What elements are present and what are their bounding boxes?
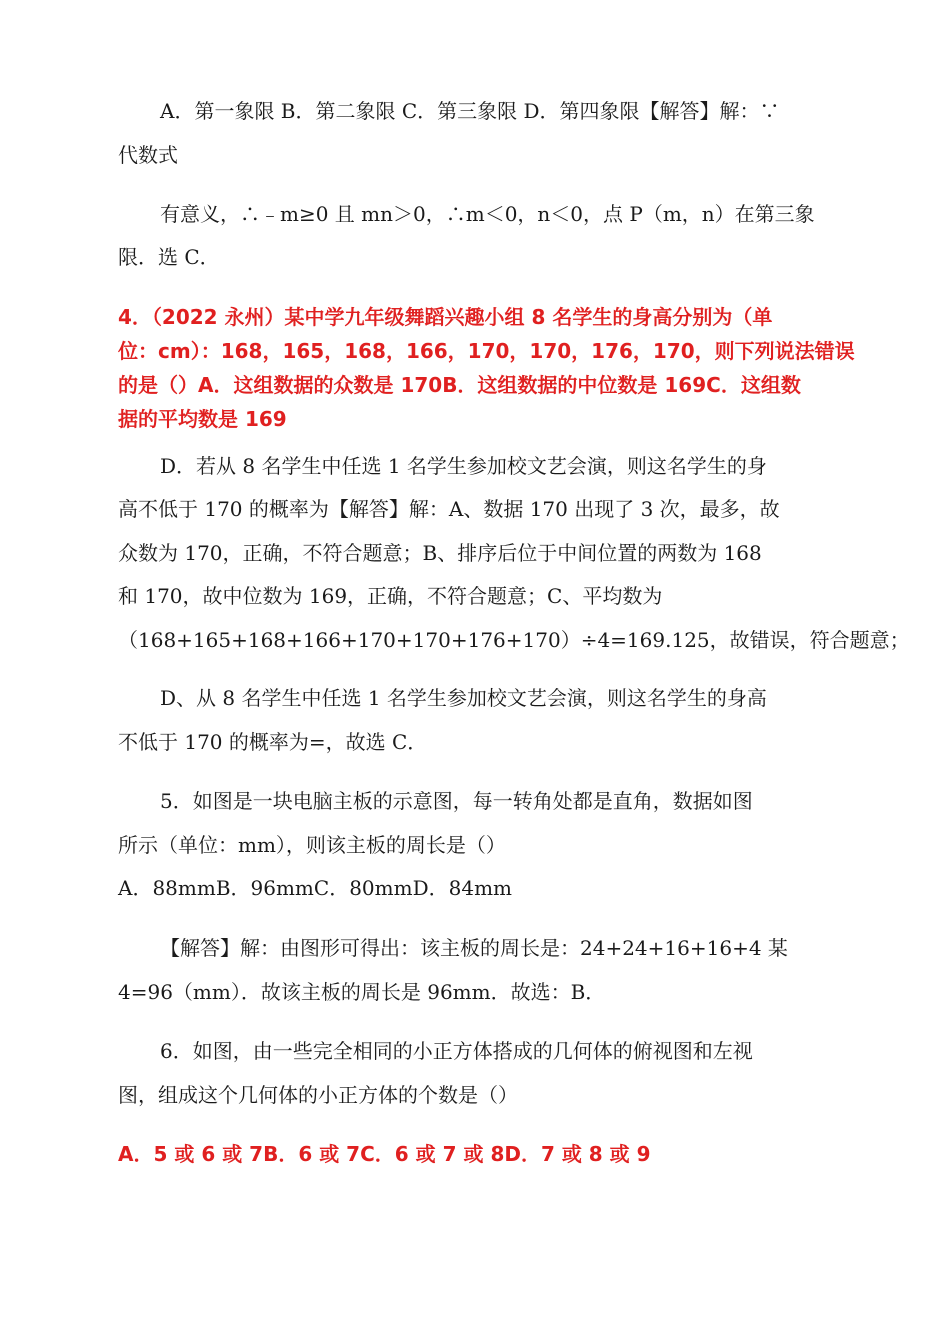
q3-options: A．第一象限 B．第二象限 C．第三象限 D．第四象限【解答】解：∵ [160,99,780,123]
q5-options: A．88mmB．96mmC．80mmD．84mm [118,876,512,900]
q4-solution-line: （168+165+168+166+170+170+176+170）÷4=169.125，故错误，符合题意； [118,628,910,652]
q5-answer-line: 4=96（mm）．故该主板的周长是 96mm．故选：B． [118,980,606,1004]
q6-question-line: 6．如图，由一些完全相同的小正方体搭成的几何体的俯视图和左视 [160,1039,753,1063]
q6-question-line: 图，组成这个几何体的小正方体的个数是（） [118,1083,518,1107]
q5-answer-line: 【解答】解：由图形可得出：该主板的周长是：24+24+16+16+4 某 [160,936,788,960]
q4-solution-line: 众数为 170，正确，不符合题意；B、排序后位于中间位置的两数为 168 [118,541,762,565]
q4-title-line: 据的平均数是 169 [118,407,287,431]
q4-title-line: 的是（）A．这组数据的众数是 170B．这组数据的中位数是 169C．这组数 [118,373,801,397]
q3-solution-line-2: 限．选 C． [118,245,220,269]
q4-solution-d-line: D、从 8 名学生中任选 1 名学生参加校文艺会演，则这名学生的身高 [160,686,767,710]
q5-question-line: 5．如图是一块电脑主板的示意图，每一转角处都是直角，数据如图 [160,789,753,813]
q5-question-line: 所示（单位：mm），则该主板的周长是（） [118,833,506,857]
q3-solution-line-1: 有意义，∴﹣m≥0 且 mn＞0，∴m＜0，n＜0，点 P（m，n）在第三象 [160,202,815,226]
q4-solution-line: 高不低于 170 的概率为【解答】解：A、数据 170 出现了 3 次，最多，故 [118,497,780,521]
q3-expression-label: 代数式 [118,143,178,167]
q4-solution-line: 和 170，故中位数为 169，正确，不符合题意；C、平均数为 [118,584,663,608]
q4-title-line: 4．（2022 永州）某中学九年级舞蹈兴趣小组 8 名学生的身高分别为（单 [118,305,773,329]
q4-solution-line: D．若从 8 名学生中任选 1 名学生参加校文艺会演，则这名学生的身 [160,454,767,478]
q4-solution-d-line: 不低于 170 的概率为=，故选 C． [118,730,428,754]
q4-title-line: 位：cm）：168，165，168，166，170，170，176，170，则下列说法错误 [118,339,855,363]
q6-options: A．5 或 6 或 7B．6 或 7C．6 或 7 或 8D．7 或 8 或 9 [118,1142,651,1166]
